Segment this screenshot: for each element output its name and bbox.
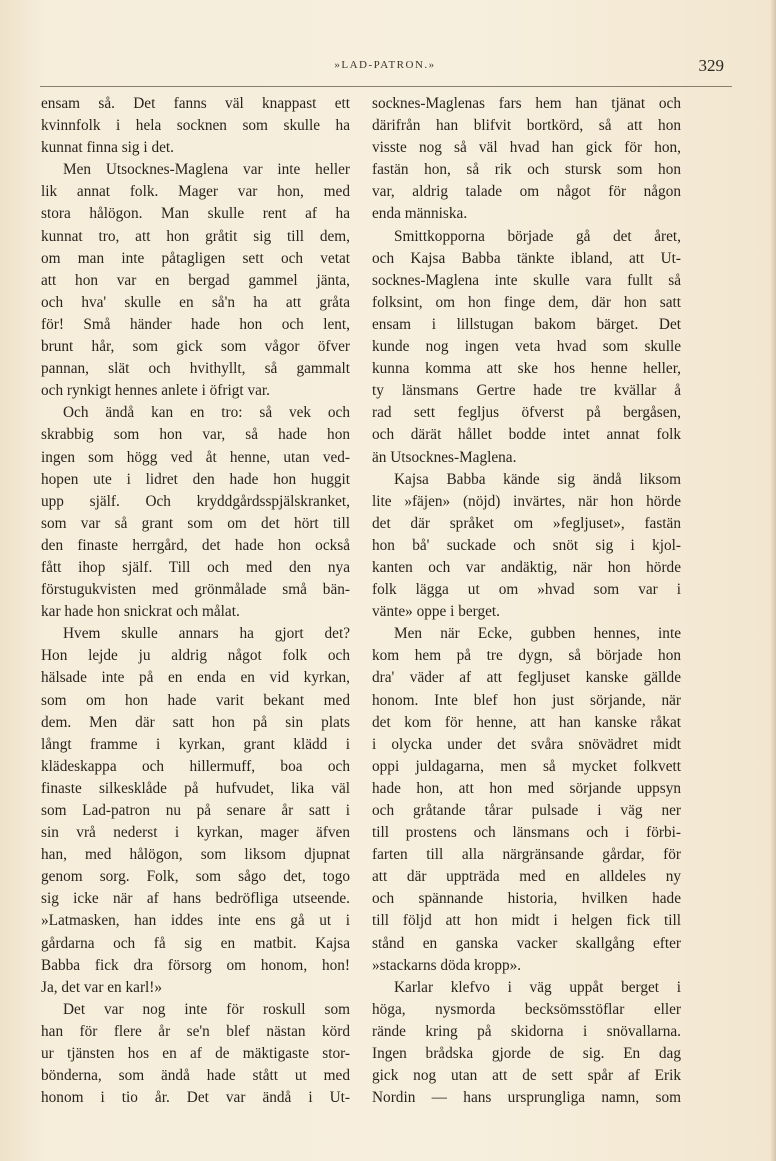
text-line: honom i tio år. Det var ändå i Ut-	[41, 1089, 350, 1107]
text-line: dra' väder af att fegljuset kanske gällde	[372, 669, 681, 687]
text-line: och spännande historia, hvilken hade	[372, 890, 681, 908]
text-line: gick nog utan att de sett spår af Erik	[372, 1067, 681, 1085]
text-line: ur tjänsten hos en af de mäktigaste stor-	[41, 1045, 350, 1063]
text-line: ensam i lillstugan bakom bärget. Det	[372, 315, 681, 333]
text-line: Babba fick dra försorg om honom, hon!	[41, 956, 350, 974]
text-line: han, med hålögon, som liksom djupnat	[41, 846, 350, 864]
text-line: den finaste herrgård, det hade hon också	[41, 536, 350, 554]
text-line: kanten och var andäktig, när hon hörde	[372, 558, 681, 576]
text-line: fastän hon, så rik och stursk som hon	[372, 161, 681, 179]
text-line: enda människa.	[372, 205, 468, 223]
text-line: kunnat finna sig i det.	[41, 139, 174, 157]
text-line: Men när Ecke, gubben hennes, inte	[394, 625, 681, 643]
text-line: oppi juldagarna, men så mycket folkvett	[372, 757, 681, 775]
text-line: och Kajsa Babba tänkte ibland, att Ut-	[372, 249, 681, 267]
text-line: kar hade hon snickrat och målat.	[41, 603, 240, 621]
text-line: höga, nysmorda becksömsstöflar eller	[372, 1000, 681, 1018]
text-line: folksint, om hon finge dem, där hon satt	[372, 293, 681, 311]
text-line: och därät hållet bodde intet annat folk	[372, 426, 681, 444]
text-line: brunt hår, som gick som vågor öfver	[41, 338, 350, 356]
text-line: Nordin — hans ursprungliga namn, som	[372, 1089, 681, 1107]
text-line: vänte» oppe i berget.	[372, 603, 500, 621]
text-line: för! Små händer hade hon och lent,	[41, 315, 350, 333]
text-line: och rynkigt hennes anlete i öfrigt var.	[41, 382, 270, 400]
text-line: det kom för henne, att han kanske råkat	[372, 713, 681, 731]
text-line: Smittkopporna började gå det året,	[394, 227, 681, 245]
running-header	[40, 56, 730, 84]
text-line: och hva' skulle en så'n ha att gråta	[41, 293, 350, 311]
text-line: »stackarns döda kropp».	[372, 956, 522, 974]
text-line: hopen ute i lidret den hade hon huggit	[41, 470, 350, 488]
text-line: hälsade inte på en enda en vid kyrkan,	[41, 669, 350, 687]
text-line: socknes-Maglena inte skulle vara fullt så	[372, 271, 681, 289]
text-line: lik annat folk. Mager var hon, med	[41, 183, 350, 201]
text-line: till prostens och länsmans och i förbi-	[372, 824, 681, 842]
text-line: rad sett fegljus öfverst på bergåsen,	[372, 404, 681, 422]
left-text-column	[41, 93, 350, 1109]
text-line: Och ändå kan en tro: så vek och	[63, 404, 350, 422]
text-line: skrabbig som hon var, så hade hon	[41, 426, 350, 444]
text-line: sin vrå nederst i kyrkan, mager äfven	[41, 824, 350, 842]
running-title: »LAD-PATRON.»	[334, 59, 436, 71]
text-line: än Utsocknes-Maglena.	[372, 448, 517, 466]
text-line: till följd att hon midt i helgen fick till	[372, 912, 681, 930]
text-line: kunde nog ingen veta hvad som skulle	[372, 338, 681, 356]
text-line: honom. Inte blef hon just sörjande, när	[372, 691, 681, 709]
text-line: genom sorg. Folk, som sågo det, togo	[41, 868, 350, 886]
text-line: kunna komma att ske hos henne heller,	[372, 360, 681, 378]
text-line: bönderna, som ändå hade stått ut med	[41, 1067, 350, 1085]
text-line: fått ihop själf. Till och med den nya	[41, 558, 350, 576]
text-line: Kajsa Babba kände sig ändå liksom	[394, 470, 681, 488]
text-line: farten till alla närgränsande gårdar, för	[372, 846, 681, 864]
text-line: att hon var en bergad gammel jänta,	[41, 271, 350, 289]
text-line: långt framme i kyrkan, grant klädd i	[41, 735, 350, 753]
text-line: lite »fäjen» (nöjd) invärtes, när hon hörde	[372, 492, 681, 510]
text-line: Hon lejde ju aldrig något folk och	[41, 647, 350, 665]
text-line: stånd en ganska vacker skallgång efter	[372, 934, 681, 952]
text-line: kvinnfolk i hela socknen som skulle ha	[41, 117, 350, 135]
text-line: »Latmasken, han iddes inte ens gå ut i	[41, 912, 350, 930]
text-line: det där språket om »fegljuset», fastän	[372, 514, 681, 532]
text-line: gårdarna och få sig en matbit. Kajsa	[41, 934, 350, 952]
text-line: upp själf. Och kryddgårdsspjälskranket,	[41, 492, 350, 510]
right-text-column	[372, 93, 681, 1109]
text-line: som om hon hade varit bekant med	[41, 691, 350, 709]
text-line: att där uppträda med en alldeles ny	[372, 868, 681, 886]
text-line: Men Utsocknes-Maglena var inte heller	[63, 161, 350, 179]
text-line: ty länsmans Gertre hade tre kvällar å	[372, 382, 681, 400]
text-line: ingen som högg ved åt henne, utan ved-	[41, 448, 350, 466]
text-line: kunnat tro, att hon gråtit sig till dem,	[41, 227, 350, 245]
header-rule	[40, 86, 732, 87]
page-edge-shadow	[770, 0, 776, 1161]
text-line: Karlar klefvo i väg uppåt berget i	[394, 978, 681, 996]
text-line: Det var nog inte för roskull som	[63, 1000, 350, 1018]
text-line: klädeskappa och hillermuff, boa och	[41, 757, 350, 775]
text-line: som Lad-patron nu på senare år satt i	[41, 802, 350, 819]
page-number: 329	[698, 56, 724, 75]
text-line: som var så grant som om det hört till	[41, 514, 350, 532]
text-line: socknes-Maglenas fars hem han tjänat och	[372, 95, 681, 112]
text-line: Ingen brådska gjorde de sig. En dag	[372, 1045, 681, 1063]
text-line: hon bå' suckade och snöt sig i kjol-	[372, 536, 681, 554]
text-line: han för flere år se'n blef nästan körd	[41, 1022, 350, 1040]
text-line: folk lägga ut om »hvad som var i	[372, 581, 681, 599]
text-line: rände kring på skidorna i snövallarna.	[372, 1022, 681, 1040]
text-line: hade hon, att hon med sörjande uppsyn	[372, 779, 681, 797]
text-line: visste nog så väl hvad han gick för hon,	[372, 139, 681, 157]
text-line: stora hålögon. Man skulle rent af ha	[41, 205, 350, 223]
text-line: var, aldrig talade om något för någon	[372, 183, 681, 201]
text-line: sig icke när af hans bedröfliga utseende.	[41, 890, 350, 908]
text-line: och gråtande tårar pulsade i väg ner	[372, 802, 681, 819]
text-line: kom hem på tre dygn, så började hon	[372, 647, 681, 665]
text-line: om man inte påtagligen sett och vetat	[41, 249, 350, 267]
text-line: i olycka under det svåra snövädret midt	[372, 735, 681, 753]
text-line: finaste silkesklåde på hufvudet, lika väl	[41, 779, 350, 797]
text-line: ensam så. Det fanns väl knappast ett	[41, 95, 350, 112]
text-line: pannan, slät och hvithyllt, så gammalt	[41, 360, 350, 378]
text-line: dem. Men där satt hon på sin plats	[41, 713, 350, 731]
text-line: därifrån han blifvit bortkörd, så att hon	[372, 117, 681, 135]
text-line: Ja, det var en karl!»	[41, 978, 163, 996]
text-line: Hvem skulle annars ha gjort det?	[63, 625, 350, 643]
text-line: förstugukvisten med grönmålade små bän-	[41, 581, 350, 599]
